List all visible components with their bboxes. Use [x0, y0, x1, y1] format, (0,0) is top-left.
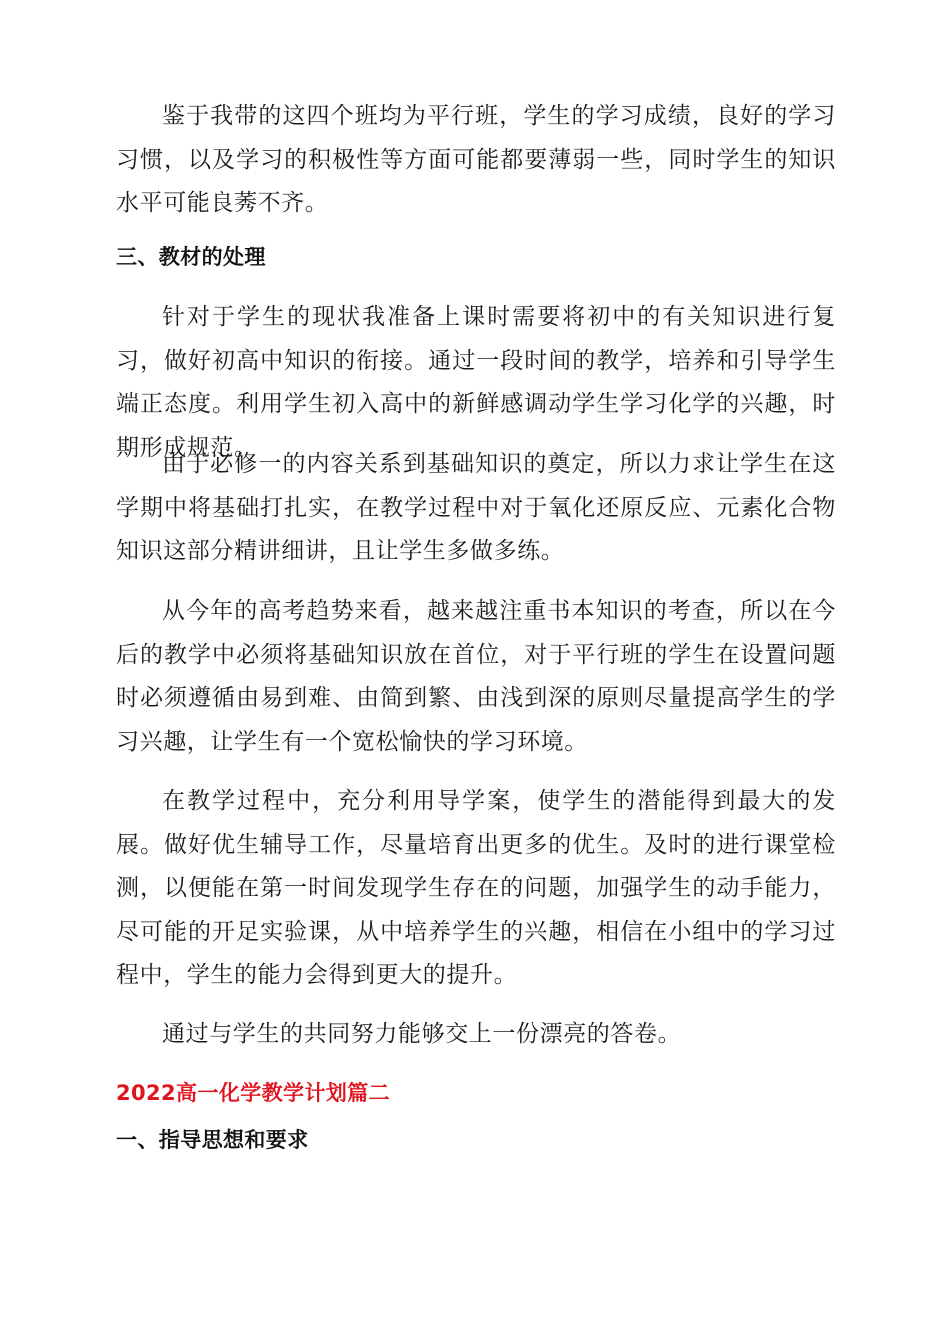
heading-textbook-handling: 三、教材的处理: [116, 245, 266, 269]
paragraph-teaching-process: 在教学过程中，充分利用导学案，使学生的潜能得到最大的发展。做好优生辅导工作，尽量培育出更多的优生。及时的进行课堂检测，以便能在第一时间发现学生存在的问题，加强学生的动手能力，尽可能的开足实验课，从中培养学生的兴趣，相信在小组中的学习过程中，学生的能力会得到更大的提升。: [116, 788, 836, 988]
paragraph-exam-trend: 从今年的高考趋势来看，越来越注重书本知识的考查，所以在今后的教学中必须将基础知识放在首位，对于平行班的学生在设置问题时必须遵循由易到难、由简到繁、由浅到深的原则尽量提高学生的学习兴趣，让学生有一个宽松愉快的学习环境。: [116, 598, 836, 755]
paragraph-closing: 通过与学生的共同努力能够交上一份漂亮的答卷。: [162, 1021, 682, 1047]
paragraph-class-situation: 鉴于我带的这四个班均为平行班，学生的学习成绩，良好的学习习惯，以及学习的积极性等方面可能都要薄弱一些，同时学生的知识水平可能良莠不齐。: [116, 103, 836, 216]
paragraph-student-status: 针对于学生的现状我准备上课时需要将初中的有关知识进行复习，做好初高中知识的衔接。通过一段时间的教学，培养和引导学生端正态度。利用学生初入高中的新鲜感调动学生学习化学的兴趣，时期形成规范。: [116, 304, 836, 461]
heading-guiding-ideas: 一、指导思想和要求: [116, 1128, 309, 1152]
paragraph-required-course: 由于必修一的内容关系到基础知识的奠定，所以力求让学生在这学期中将基础打扎实，在教学过程中对于氧化还原反应、元素化合物知识这部分精讲细讲，且让学生多做多练。: [116, 451, 836, 564]
section-title: 2022高一化学教学计划篇二: [116, 1081, 391, 1105]
